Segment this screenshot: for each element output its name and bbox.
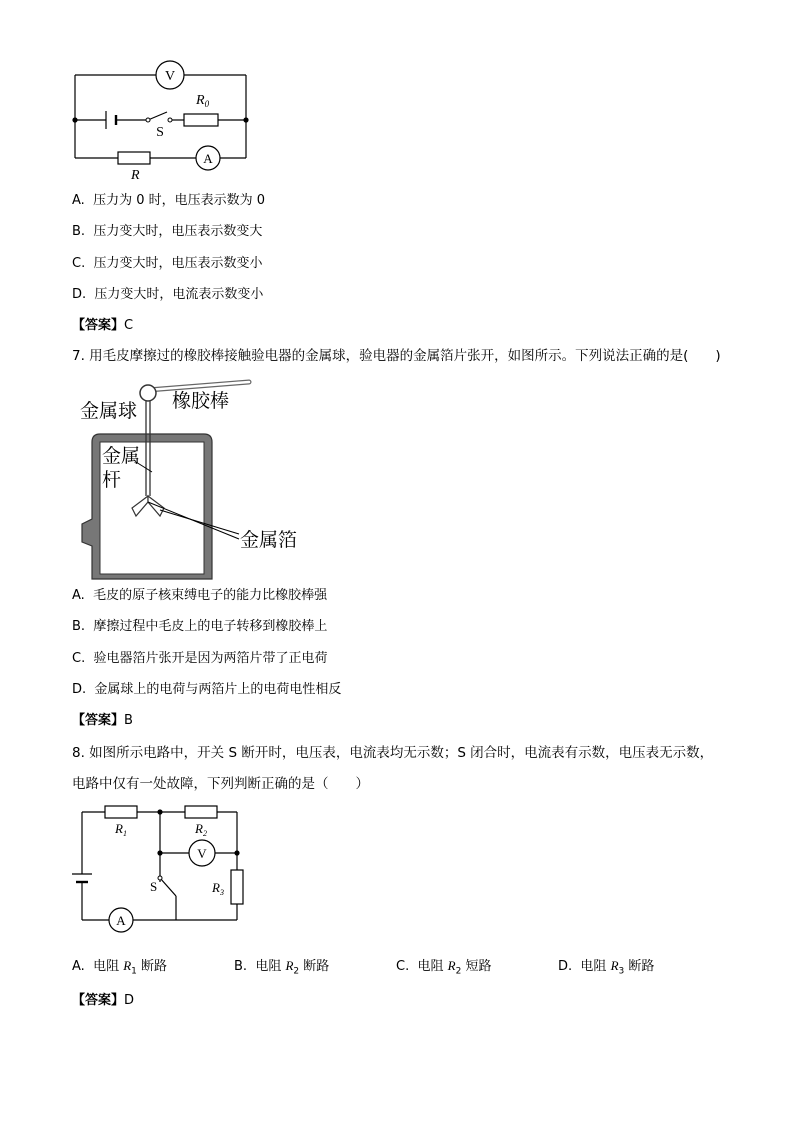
q7-answer [72,712,133,730]
option-letter: D. [558,959,573,974]
option-text: 摩擦过程中毛皮上的电子转移到橡胶棒上 [93,619,328,634]
switch-label: S [150,879,158,894]
r2-label: $R_2$ [195,821,207,838]
q8-circuit-diagram [60,800,260,940]
q7-electroscope-diagram [74,374,314,590]
resistor-symbol: R [123,958,132,973]
option-text: 短路 [461,959,492,974]
option-letter: A. [72,959,85,974]
q8-answer [72,992,134,1010]
ammeter-label: A [116,913,126,928]
metal-ball [140,385,156,401]
option-text: 电阻 [93,959,124,974]
label-metal-foil: 金属箔 [240,529,298,551]
answer-label: 【答案】 [72,993,125,1008]
option-letter: B. [234,959,248,974]
option-text: 断路 [624,959,655,974]
voltmeter-label: V [197,846,207,861]
q6-option-d[interactable] [72,286,263,304]
option-letter: C. [72,256,86,271]
resistor-r3 [231,870,243,904]
r1-label: $R_1$ [115,821,127,838]
q6-answer [72,317,133,335]
option-letter: B. [72,224,86,239]
q6-option-c[interactable] [72,255,263,273]
resistor-r1 [105,806,137,818]
q6-option-a[interactable] [72,192,265,210]
option-text: 验电器箔片张开是因为两箔片带了正电荷 [93,651,328,666]
resistor-r0 [184,114,218,126]
q8-option-c[interactable] [396,957,491,981]
answer-value: D [124,993,135,1008]
label-metal-stem-line1: 金属 [102,445,141,467]
q8-option-a[interactable] [72,957,167,981]
option-text: 电阻 [580,959,611,974]
resistor-subscript: 2 [293,966,300,977]
option-text: 压力变大时，电压表示数变大 [93,224,263,239]
option-text: 断路 [136,959,168,974]
q6-option-b[interactable] [72,223,262,241]
q8-stem-line1: 8. 如图所示电路中，开关 S 断开时，电压表，电流表均无示数；S 闭合时，电流表有示数，电压表无示数， [72,745,714,761]
voltmeter-label: V [164,69,176,84]
option-text: 毛皮的原子核束缚电子的能力比橡胶棒强 [93,588,328,603]
option-text: 电阻 [417,959,448,974]
resistor-r2 [185,806,217,818]
r0-label: $R_0$ [196,93,210,109]
option-text: 压力变大时，电压表示数变小 [93,256,263,271]
label-metal-ball: 金属球 [80,400,138,422]
option-letter: B. [72,619,86,634]
q7-option-d[interactable] [72,681,341,699]
ammeter-label: A [203,151,213,166]
option-letter: D. [72,287,87,302]
option-text: 金属球上的电荷与两箔片上的电荷电性相反 [94,682,342,697]
q7-stem: 7. 用毛皮摩擦过的橡胶棒接触验电器的金属球，验电器的金属箔片张开，如图所示。下列说法正确的是( ) [72,348,721,364]
option-text: 电阻 [255,959,286,974]
label-metal-stem-line2: 杆 [102,469,122,491]
answer-label: 【答案】 [72,713,125,728]
answer-label: 【答案】 [72,318,125,333]
r-label: R [131,168,140,183]
option-letter: C. [72,651,86,666]
resistor-subscript: 1 [131,966,137,977]
option-letter: A. [72,588,85,603]
resistor-symbol: R [610,958,619,973]
q7-option-b[interactable] [72,618,327,636]
answer-value: C [124,318,134,333]
q8-option-b[interactable] [234,957,329,981]
r3-label: $R_3$ [212,880,224,897]
resistor-symbol: R [447,958,456,973]
switch-label: S [156,125,164,140]
option-text: 断路 [299,959,330,974]
q6-circuit-diagram [60,55,270,185]
option-text: 压力为 0 时，电压表示数为 0 [93,193,266,208]
resistor-subscript: 2 [455,966,462,977]
q7-option-c[interactable] [72,650,328,668]
resistor-r [118,152,150,164]
label-rubber-rod: 橡胶棒 [172,390,230,412]
option-letter: D. [72,682,87,697]
resistor-symbol: R [285,958,294,973]
resistor-subscript: 3 [618,966,625,977]
q7-option-a[interactable] [72,587,327,605]
option-letter: A. [72,193,85,208]
q8-stem-line2: 电路中仅有一处故障，下列判断正确的是（ ） [72,776,369,792]
q8-option-d[interactable] [558,957,654,981]
answer-value: B [124,713,133,728]
option-text: 压力变大时，电流表示数变小 [94,287,264,302]
option-letter: C. [396,959,410,974]
